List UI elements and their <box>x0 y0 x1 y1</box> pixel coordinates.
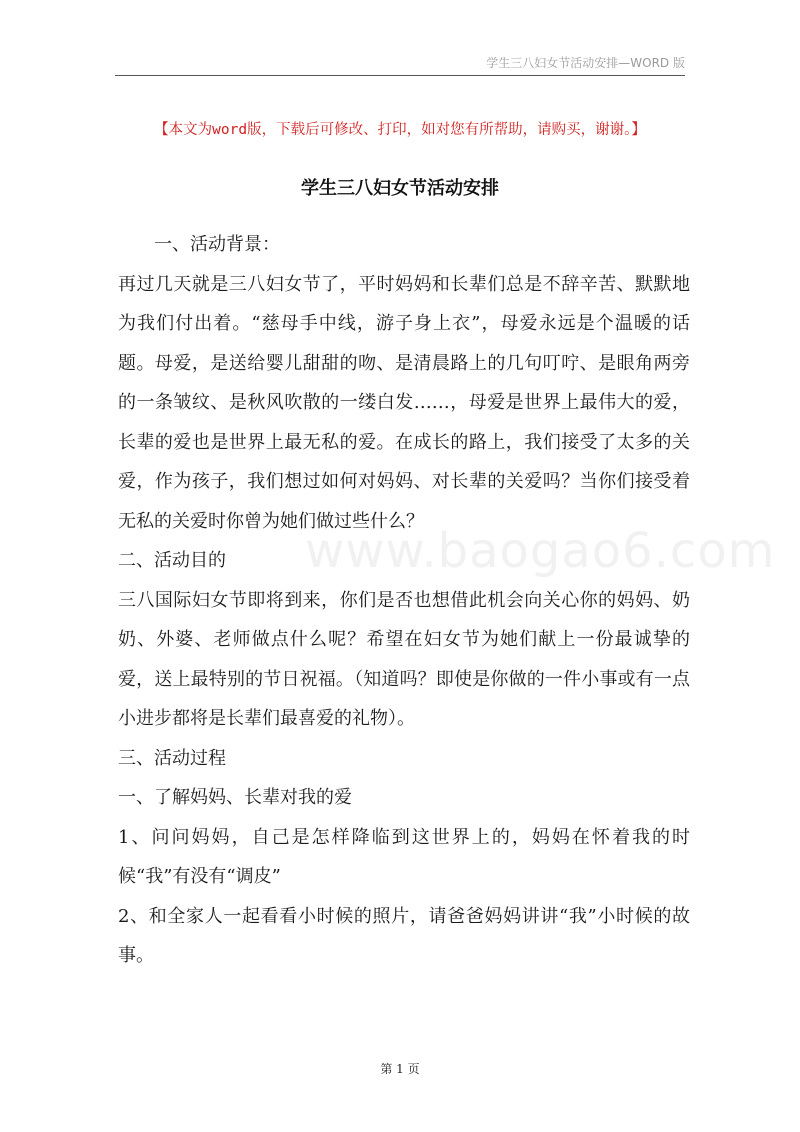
header-divider <box>115 75 685 76</box>
section-heading-process: 三、活动过程 <box>118 747 226 769</box>
page-number: 第 1 页 <box>380 1062 420 1076</box>
subheading-understand-love: 一、了解妈妈、长辈对我的爱 <box>118 787 352 808</box>
list-item-2: 2、和全家人一起看看小时候的照片，请爸爸妈妈讲讲“我”小时候的故事。 <box>118 905 690 966</box>
watermark: www.baogao6.com <box>305 523 776 579</box>
purchase-notice: 【本文为word版，下载后可修改、打印，如对您有所帮助，请购买，谢谢。】 <box>154 122 646 138</box>
paragraph-background: 再过几天就是三八妇女节了，平时妈妈和长辈们总是不辞辛苦、默默地为我们付出着。“慈母手中线，游子身上衣”，母爱永远是个温暖的话题。母爱，是送给婴儿甜甜的吻、是清晨路上的几句叮咛、是眼角两旁的一条皱纹、是秋风吹散的一缕白发……，母爱是世界上最伟大的爱，长辈的爱也是世界上最无私的爱。在成长的路上，我们接受了太多的关爱，作为孩子，我们想过如何对妈妈、对长辈的关爱吗？当你们接受着无私的关爱时你曾为她们做过些什么？ <box>118 273 690 532</box>
running-header: 学生三八妇女节活动安排—WORD 版 <box>486 56 685 70</box>
list-item-1: 1、问问妈妈，自己是怎样降临到这世界上的，妈妈在怀着我的时候“我”有没有“调皮” <box>118 826 690 887</box>
document-body <box>118 225 690 976</box>
section-heading-purpose: 二、活动目的 <box>118 550 226 571</box>
paragraph-purpose: 三八国际妇女节即将到来，你们是否也想借此机会向关心你的妈妈、奶奶、外婆、老师做点什么呢？希望在妇女节为她们献上一份最诚挚的爱，送上最特别的节日祝福。（知道吗？即使是你做的一件小事或有一点小进步都将是长辈们最喜爱的礼物）。 <box>118 589 690 729</box>
section-heading-background: 一、活动背景： <box>154 234 280 255</box>
document-title: 学生三八妇女节活动安排 <box>301 178 499 199</box>
